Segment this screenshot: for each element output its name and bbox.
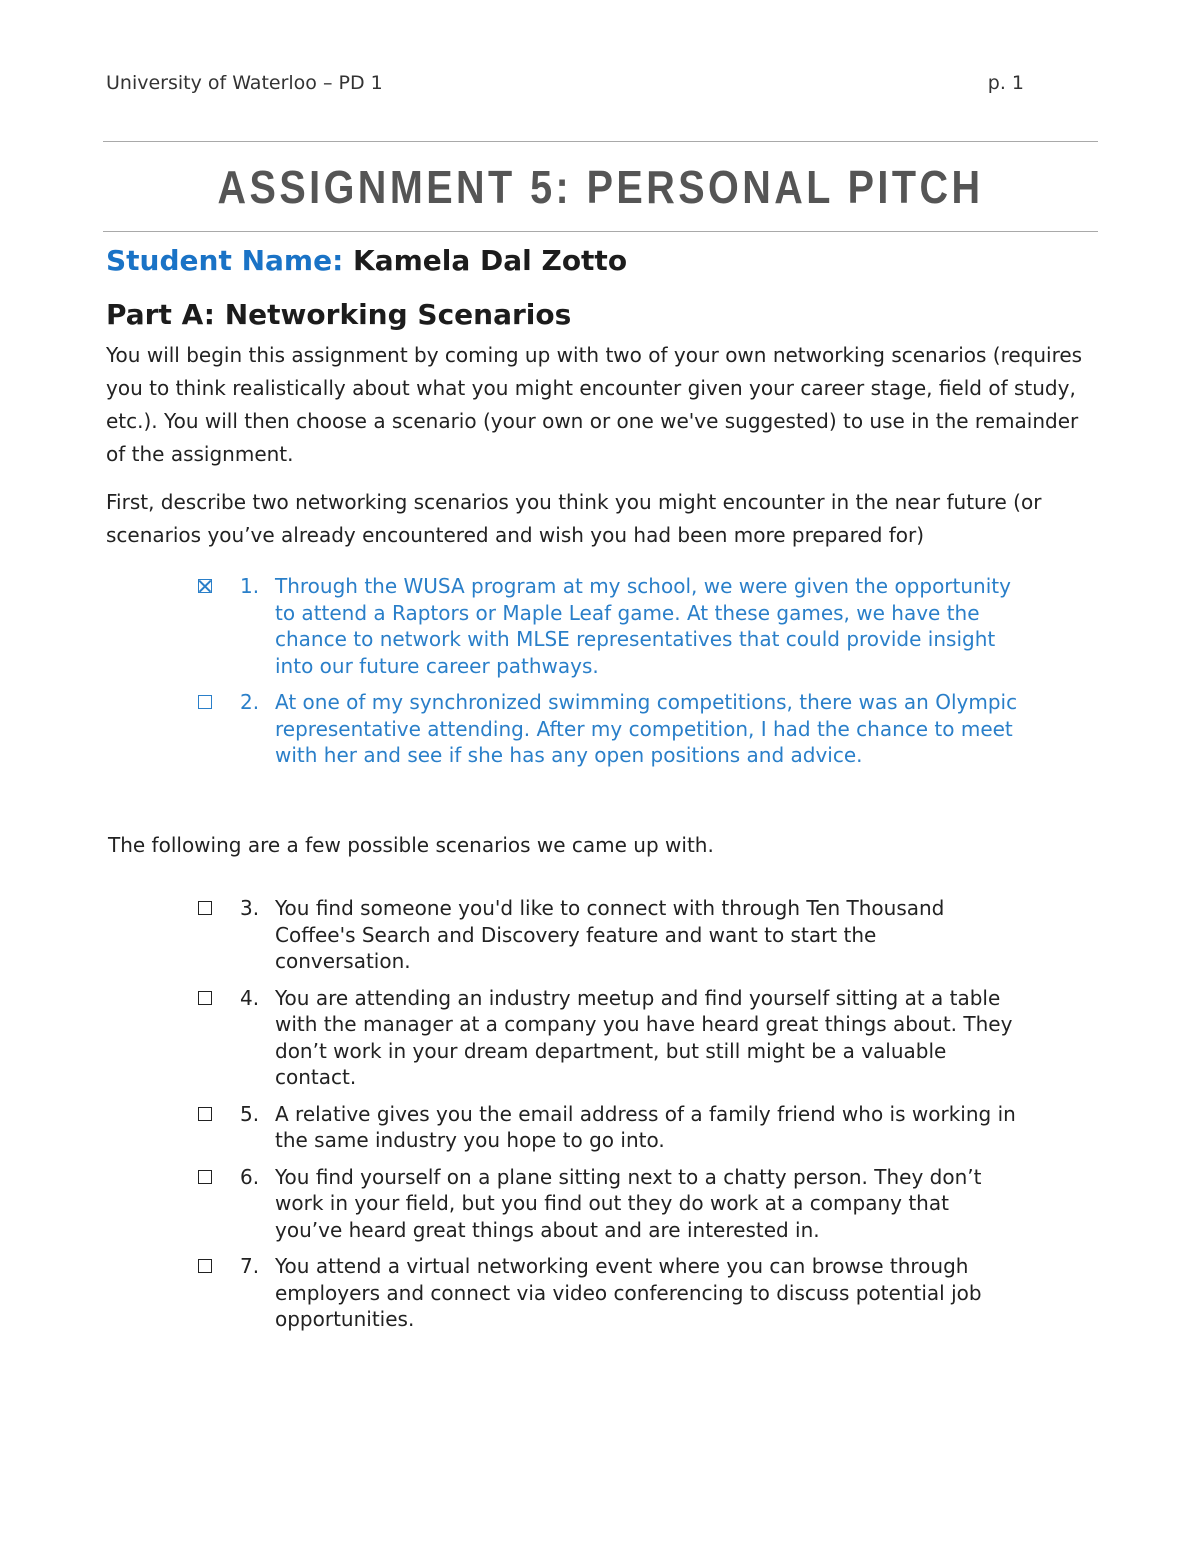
checkbox-icon[interactable] — [198, 1170, 212, 1184]
scenario-item — [198, 689, 1018, 769]
scenario-text: You find someone you'd like to connect with through Ten Thousand Coffee's Search and Discovery feature and want to start the conversation. — [275, 896, 945, 973]
assignment-title: ASSIGNMENT 5: PERSONAL PITCH — [217, 161, 984, 213]
scenario-text: You are attending an industry meetup and find yourself sitting at a table with the manager at a company you have heard great things about. They don’t work in your dream department, but still might be a valuable contact. — [275, 985, 1013, 1089]
suggested-intro-paragraph: The following are a few possible scenarios we came up with. — [108, 833, 714, 857]
checkbox-icon[interactable] — [198, 1259, 212, 1273]
checkbox-icon[interactable] — [198, 901, 212, 915]
checkbox-icon[interactable] — [198, 1107, 212, 1121]
scenario-number: 2. — [240, 690, 260, 714]
header-page-number: p. 1 — [987, 72, 1024, 94]
intro-paragraph: You will begin this assignment by coming up with two of your own networking scenarios (requires you to think realistically about what you might encounter given your career stage, field of study, etc.). You will then choose a scenario (your own or one we've suggested) to use in the remainder of the assignment. — [106, 343, 1083, 466]
page-header — [106, 72, 1024, 94]
student-name-label: Student Name: — [106, 244, 344, 277]
scenario-text: At one of my synchronized swimming competitions, there was an Olympic representative attending. After my competition, I had the chance to meet with her and see if she has any open positions and advice. — [275, 690, 1018, 767]
scenario-text: Through the WUSA program at my school, we were given the opportunity to attend a Raptors or Maple Leaf game. At these games, we have the chance to network with MLSE representatives that could provide insight into our future career pathways. — [275, 574, 1011, 678]
scenario-text: You attend a virtual networking event where you can browse through employers and connect via video conferencing to discuss potential job opportunities. — [275, 1254, 982, 1331]
student-name-value: Kamela Dal Zotto — [353, 244, 628, 277]
scenario-item — [198, 573, 1018, 679]
scenario-item — [198, 1164, 1018, 1244]
title-top-rule — [103, 141, 1098, 142]
scenario-item — [198, 985, 1018, 1091]
own-scenarios-list — [198, 573, 1018, 779]
scenario-number: 3. — [240, 896, 260, 920]
scenario-item — [198, 1253, 1018, 1333]
scenario-number: 7. — [240, 1254, 260, 1278]
checkbox-icon[interactable] — [198, 695, 212, 709]
suggested-scenarios-list — [198, 895, 1018, 1343]
part-a-heading: Part A: Networking Scenarios — [106, 298, 572, 331]
scenario-item — [198, 1101, 1018, 1154]
checkbox-icon[interactable] — [198, 991, 212, 1005]
instruction-paragraph: First, describe two networking scenarios you think you might encounter in the near future (or scenarios you’ve already encountered and wish you had been more prepared for) — [106, 490, 1042, 547]
scenario-item — [198, 895, 1018, 975]
scenario-number: 4. — [240, 985, 260, 1010]
scenario-number: 5. — [240, 1101, 260, 1126]
header-course: University of Waterloo – PD 1 — [106, 72, 383, 94]
title-bottom-rule — [103, 231, 1098, 232]
student-name-line — [106, 244, 627, 277]
scenario-number: 1. — [240, 574, 260, 598]
checked-checkbox-icon[interactable] — [198, 579, 212, 593]
scenario-text: You find yourself on a plane sitting next to a chatty person. They don’t work in your field, but you find out they do work at a company that you’ve heard great things about and are interested in. — [275, 1164, 982, 1242]
scenario-text: A relative gives you the email address of a family friend who is working in the same industry you hope to go into. — [275, 1101, 1016, 1152]
scenario-number: 6. — [240, 1164, 260, 1189]
